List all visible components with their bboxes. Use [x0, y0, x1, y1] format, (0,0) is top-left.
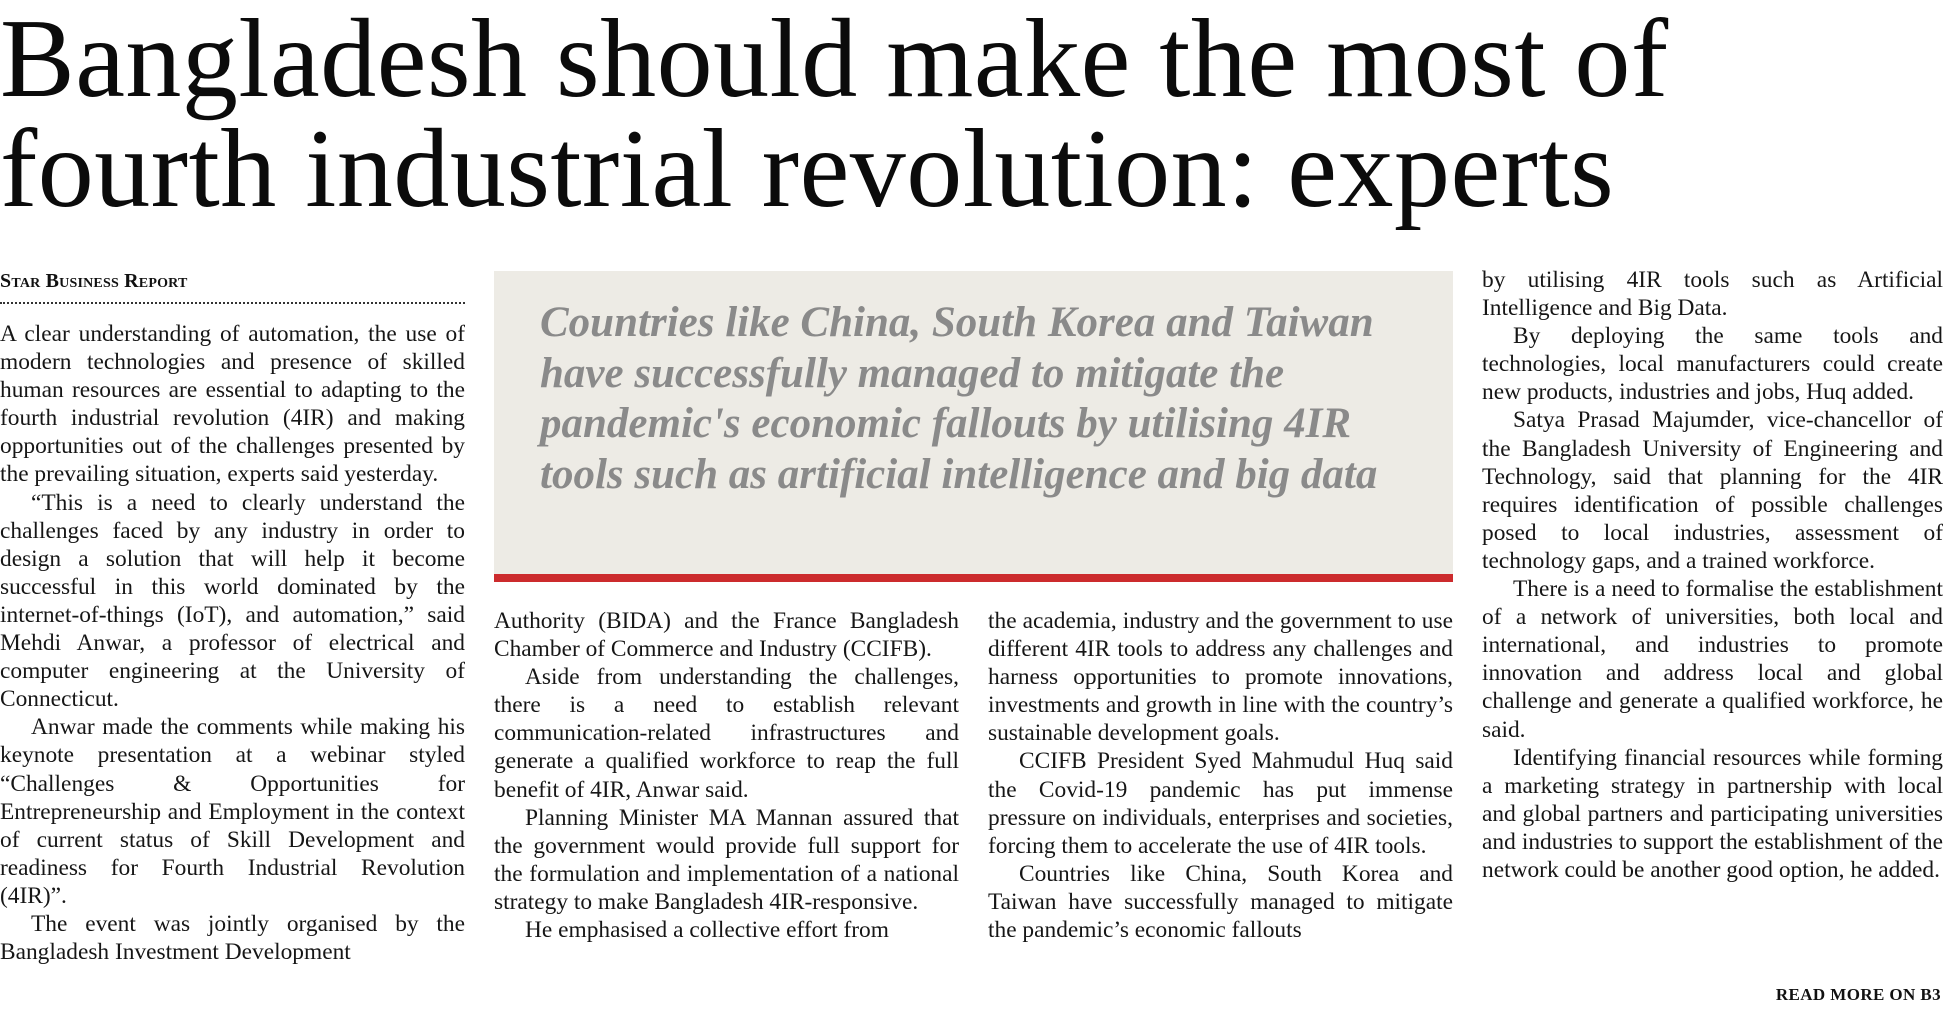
pull-quote-box: [494, 271, 1453, 582]
paragraph: Satya Prasad Majumder, vice-chancellor of the Bangladesh University of Engineering and Technology, said that planning for the 4IR requires identification of possible challenges posed to local industries, assessment of technology gaps, and a trained workforce.: [1482, 407, 1943, 574]
paragraph: Identifying financial resources while forming a marketing strategy in partnership with local and global partners and participating universities and industries to support the establishment of the network could be another good option, he added.: [1482, 744, 1943, 883]
headline-line-1: Bangladesh should make the most of: [0, 0, 1669, 121]
paragraph: He emphasised a collective effort from: [525, 917, 889, 944]
article-column-4: [1482, 266, 1943, 976]
pull-quote-text: Countries like China, South Korea and Taiwan have successfully managed to mitigate the pandemic's economic fallouts by utilising 4IR tools such as artificial intelligence and big data: [540, 299, 1378, 498]
paragraph: The event was jointly organised by the Bangladesh Investment Development: [0, 910, 465, 966]
paragraph: “This is a need to clearly understand the challenges faced by any industry in order to design a solution that will help it become successful in this world dominated by the internet-of-things (IoT), and automation,” said Mehdi Anwar, a professor of electrical and computer engineering at the University of Connecticut.: [0, 489, 465, 713]
paragraph: Aside from understanding the challenges, there is a need to establish relevant communication-related infrastructures and generate a qualified workforce to reap the full benefit of 4IR, Anwar said.: [494, 664, 959, 803]
article-column-1: [0, 320, 465, 1006]
paragraph: By deploying the same tools and technologies, local manufacturers could create new products, industries and jobs, Huq added.: [1482, 323, 1943, 406]
read-more-link[interactable]: READ MORE ON B3: [1775, 985, 1941, 1004]
headline-line-2: fourth industrial revolution: experts: [0, 107, 1615, 231]
byline-divider: [0, 302, 465, 304]
paragraph: the academia, industry and the government to use different 4IR tools to address any challenges and harness opportunities to promote innovations, investments and growth in line with the country’s sustainable development goals.: [988, 608, 1453, 747]
paragraph: Countries like China, South Korea and Taiwan have successfully managed to mitigate the pandemic’s economic fallouts: [988, 860, 1453, 944]
paragraph: CCIFB President Syed Mahmudul Huq said the Covid-19 pandemic has put immense pressure on individuals, enterprises and societies, forcing them to accelerate the use of 4IR tools.: [988, 748, 1453, 859]
paragraph: A clear understanding of automation, the use of modern technologies and presence of skilled human resources are essential to adapting to the fourth industrial revolution (4IR) and making opportunities out of the challenges presented by the prevailing situation, experts said yesterday.: [0, 321, 465, 488]
byline: Star Business Report: [0, 270, 188, 292]
paragraph: There is a need to formalise the establishment of a network of universities, both local and international, and industries to promote innovation and address local and global challenge and generate a qualified workforce, he said.: [1482, 576, 1943, 743]
paragraph: Authority (BIDA) and the France Bangladesh Chamber of Commerce and Industry (CCIFB).: [494, 608, 959, 663]
article-column-3: [988, 607, 1453, 1007]
paragraph: Planning Minister MA Mannan assured that the government would provide full support for the formulation and implementation of a national strategy to make Bangladesh 4IR-responsive.: [494, 804, 959, 915]
headline: [0, 0, 1943, 231]
paragraph: Anwar made the comments while making his keynote presentation at a webinar styled “Challenges & Opportunities for Entrepreneurship and Employment in the context of current status of Skill Development and readiness for Fourth Industrial Revolution (4IR)”.: [0, 714, 465, 909]
paragraph: by utilising 4IR tools such as Artificial Intelligence and Big Data.: [1482, 267, 1943, 322]
article-column-2: [494, 607, 959, 1007]
